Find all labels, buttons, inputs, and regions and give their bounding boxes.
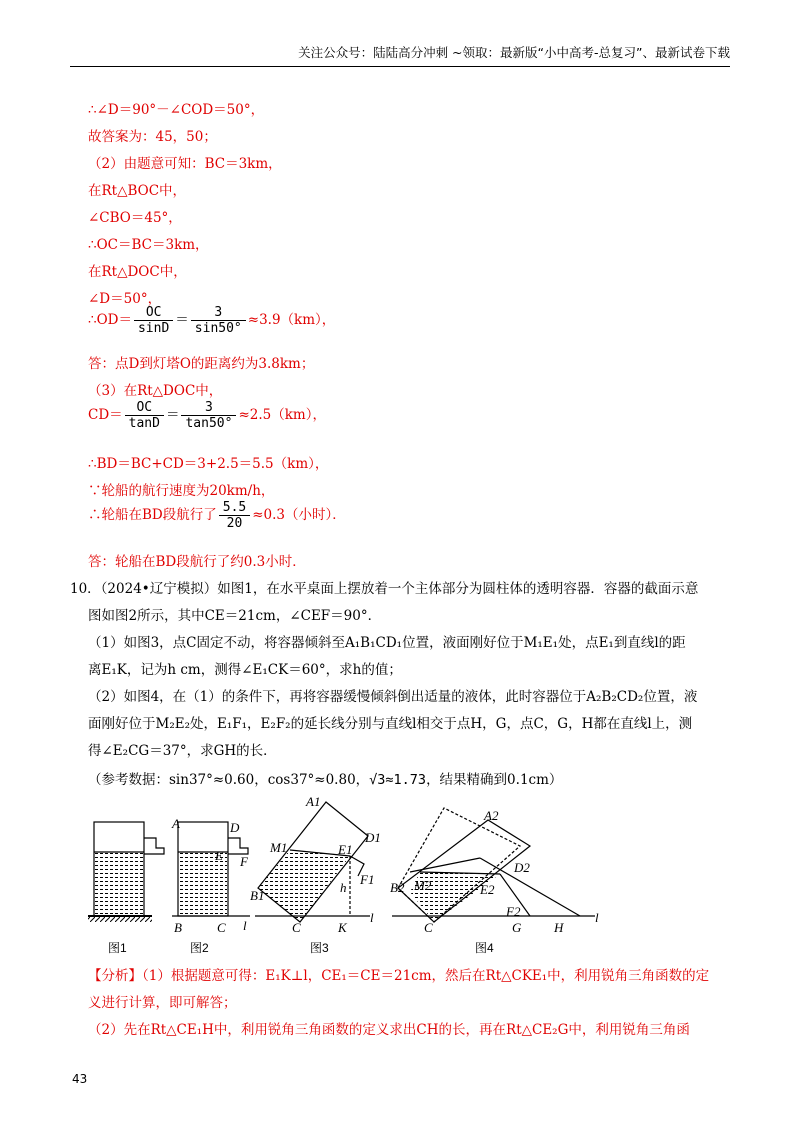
- solution-line: 答：点D到灯塔O的距离约为3.8km；: [88, 356, 315, 372]
- analysis-line: 【分析】（1）根据题意可得：E₁K⊥l，CE₁＝CE＝21cm，然后在Rt△CKE₁中，利用锐角三角函数的定: [88, 968, 710, 984]
- analysis-line: 义进行计算，即可解答；: [88, 995, 237, 1011]
- cd-equation: CD＝ $\frac{OC}{\tan D}$ ＝ $\frac{3}{\tan 50^\circ}$ ≈2.5（km），: [88, 400, 326, 431]
- fig-label: E2: [480, 882, 495, 897]
- fraction: $\frac{OC}{\tan D}$: [125, 400, 164, 431]
- solution-line: （2）由题意可知：BC＝3km，: [88, 156, 282, 172]
- fig-label: h: [340, 880, 347, 895]
- problem-line: 离E₁K，记为h cm，测得∠E₁CK＝60°，求h的值；: [88, 662, 402, 678]
- fig-label: F: [240, 854, 248, 869]
- fig-label: G: [512, 920, 522, 935]
- od-prefix: ∴OD＝: [88, 312, 132, 328]
- solution-line: ∠D＝50°，: [88, 291, 162, 307]
- analysis-line: （2）先在Rt△CE₁H中，利用锐角三角函数的定义求出CH的长，再在Rt△CE₂G中，利用锐角三角函: [88, 1022, 690, 1038]
- time-prefix: ∴轮船在BD段航行了: [88, 507, 217, 523]
- fig-label: A: [172, 816, 180, 831]
- solution-line: （3）在Rt△DOC中，: [88, 383, 223, 399]
- problem-line: 图如图2所示，其中CE＝21cm，∠CEF＝90°．: [88, 608, 382, 624]
- cd-suffix: ≈2.5（km），: [238, 407, 326, 423]
- solution-line: 在Rt△DOC中，: [88, 264, 187, 280]
- solution-line: ∠CBO＝45°，: [88, 210, 182, 226]
- fig-label: E1: [338, 842, 353, 857]
- fraction: $\frac{3}{\tan 50^\circ}$: [181, 400, 236, 431]
- fig-label: C: [424, 920, 433, 935]
- geometry-figures: [80, 792, 620, 962]
- solution-line: ∵轮船的航行速度为20km/h，: [88, 483, 275, 499]
- problem-line: （1）如图3，点C固定不动，将容器倾斜至A₁B₁CD₁位置，液面刚好位于M₁E₁处，点E₁到直线l的距: [88, 635, 686, 651]
- figure-caption: 图3: [310, 941, 329, 955]
- time-suffix: ≈0.3（小时）．: [252, 507, 346, 523]
- fig-label: D2: [514, 860, 530, 875]
- solution-line: 在Rt△BOC中，: [88, 183, 187, 199]
- fig-label: M2: [414, 878, 432, 893]
- fraction: $\frac{3}{\sin 50^\circ}$: [191, 305, 246, 336]
- solution-line: ∴OC＝BC＝3km，: [88, 237, 209, 253]
- solution-line: ∴∠D＝90°－∠COD＝50°，: [88, 102, 265, 118]
- solution-line: 答：轮船在BD段航行了约0.3小时．: [88, 554, 306, 570]
- time-equation: [88, 500, 346, 531]
- page-number: 43: [72, 1072, 88, 1086]
- solution-line: 故答案为：45，50；: [88, 129, 217, 145]
- problem-line: 10．（2024•辽宁模拟）如图1，在水平桌面上摆放着一个主体部分为圆柱体的透明容器．容器的截面示意: [70, 581, 699, 597]
- fig-label: K: [338, 920, 347, 935]
- figure-caption: 图1: [108, 941, 127, 955]
- fig-label: A1: [306, 794, 321, 809]
- fig-label: l: [243, 918, 247, 933]
- page-header: 关注公众号：陆陆高分冲刺 ~领取：最新版“小中高考-总复习”、最新试卷下载: [70, 40, 730, 67]
- analysis-tag: 【分析】: [88, 968, 142, 984]
- fig-label: l: [370, 910, 374, 925]
- fig-label: A2: [484, 808, 499, 823]
- problem-line: （2）如图4，在（1）的条件下，再将容器缓慢倾斜倒出适量的液体，此时容器位于A₂B₂CD₂位置，液: [88, 689, 698, 705]
- fraction: $\frac{5.5}{20}$: [219, 500, 250, 531]
- fig-label: E: [215, 848, 223, 863]
- solution-line: ∴BD＝BC+CD＝3+2.5＝5.5（km），: [88, 456, 329, 472]
- fig-label: D1: [365, 830, 381, 845]
- fig-label: C: [217, 920, 226, 935]
- fig-label: B: [174, 920, 182, 935]
- fig-label: D: [230, 820, 240, 835]
- problem-line: 得∠E₂CG＝37°，求GH的长．: [88, 743, 277, 759]
- figure-caption: 图2: [190, 941, 209, 955]
- reference-data: （参考数据：sin37°≈0.60，cos37°≈0.80，√3≈1.73，结果精确到0.1cm）: [88, 772, 563, 788]
- cd-prefix: CD＝: [88, 407, 123, 423]
- fig-label: C: [292, 920, 301, 935]
- fig-label: M1: [270, 840, 288, 855]
- fig-label: F1: [360, 872, 375, 887]
- fraction: $\frac{OC}{\sin D}$: [134, 305, 173, 336]
- fig-label: B2: [390, 880, 405, 895]
- fig-label: F2: [506, 904, 521, 919]
- figure-caption: 图4: [475, 941, 494, 955]
- fig-label: B1: [250, 888, 265, 903]
- fig-label: l: [595, 910, 599, 925]
- fig-label: H: [554, 920, 564, 935]
- problem-line: 面刚好位于M₂E₂处，E₁F₁，E₂F₂的延长线分别与直线l相交于点H，G，点C，G，H都在直线l上，测: [88, 716, 693, 732]
- od-equation: ∴OD＝ $\frac{OC}{\sin D}$ ＝ $\frac{3}{\sin 50^\circ}$ ≈3.9（km），: [88, 305, 336, 336]
- od-suffix: ≈3.9（km），: [247, 312, 336, 328]
